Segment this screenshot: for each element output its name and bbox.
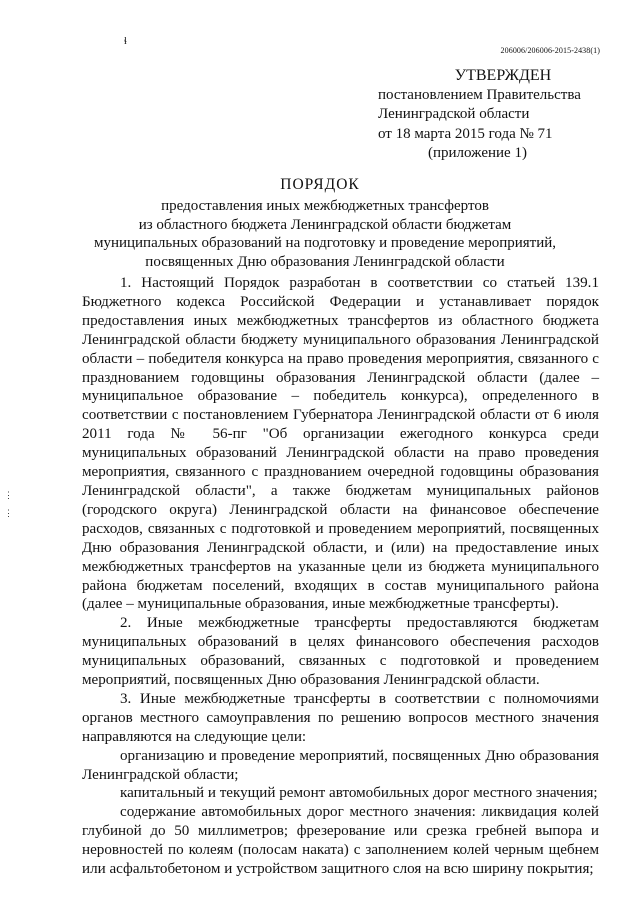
document-subtitle [60, 197, 590, 271]
approval-stamp: УТВЕРЖДЕН [454, 67, 552, 84]
paragraph-1: 1. Настоящий Порядок разработан в соответствии со статьей 139.1 Бюджетного кодекса Российской Федерации и устанавливает порядок предоставления иных межбюджетных трансфертов из областного бюджета Ленинградской области бюджету муниципального образования Ленинградской области – победителя конкурса на право проведения мероприятия, связанного с празднованием годовщины образования Ленинградской области (далее – муниципальное образование – победитель конкурса), определенного в соответствии с постановлением Губернатора Ленинградской области от 6 июля 2011 года № 56-пг "Об организации ежегодного конкурса среди муниципальных образований Ленинградской области на право проведения мероприятия, связанного с празднованием очередной годовщины образования Ленинградской области", а также бюджетам муниципальных районов (городского округа) Ленинградской области на финансовое обеспечение расходов, связанных с подготовкой и проведением мероприятий, посвященных Дню образования Ленинградской области, и (или) на предоставление иных межбюджетных трансфертов на указанные цели из бюджета муниципального района бюджетам поселений, входящих в состав муниципального района (далее – муниципальные образования, иные межбюджетные трансферты). [82, 275, 599, 613]
document-body [82, 274, 599, 879]
paragraph-list-item: капитальный и текущий ремонт автомобильных дорог местного значения; [120, 785, 598, 802]
approval-line-4: (приложение 1) [428, 145, 527, 161]
subtitle-line: из областного бюджета Ленинградской области бюджетам [138, 216, 512, 233]
paragraph-list-item: содержание автомобильных дорог местного значения: ликвидация колей глубиной до 50 миллиметров; фрезерование или срезка гребней выпора и неровностей по колеям (полосам наката) с заполнением колей черным щебнем или асфальтобетоном и устройством защитного слоя на всю ширину покрытия; [82, 804, 599, 878]
document-title: ПОРЯДОК [280, 176, 360, 193]
margin-mark: ⋮ [4, 490, 13, 500]
subtitle-line: посвященных Дню образования Ленинградской области [145, 253, 505, 270]
subtitle-line: муниципальных образований на подготовку и проведение мероприятий, [93, 235, 557, 251]
corner-mark: ɬ [124, 36, 127, 47]
approval-line-2: Ленинградской области [378, 106, 530, 122]
paragraph-2: 2. Иные межбюджетные трансферты предоставляются бюджетам муниципальных образований в целях финансового обеспечения расходов муниципальных образований, связанных с подготовкой и проведением мероприятий, посвященных Дню образования Ленинградской области. [82, 615, 599, 689]
paragraph-list-item: организацию и проведение мероприятий, посвященных Дню образования Ленинградской области; [82, 747, 599, 783]
document-id: 206006/206006-2015-2438(1) [500, 46, 600, 55]
approval-block [378, 66, 628, 164]
subtitle-line: предоставления иных межбюджетных трансфертов [161, 198, 489, 214]
paragraph-3: 3. Иные межбюджетные трансферты в соответствии с полномочиями органов местного самоуправления по решению вопросов местного значения направляются на следующие цели: [82, 690, 599, 745]
approval-line-1: постановлением Правительства [378, 86, 581, 103]
approval-line-3: от 18 марта 2015 года № 71 [378, 125, 553, 142]
margin-mark: ⋮ [4, 508, 13, 518]
